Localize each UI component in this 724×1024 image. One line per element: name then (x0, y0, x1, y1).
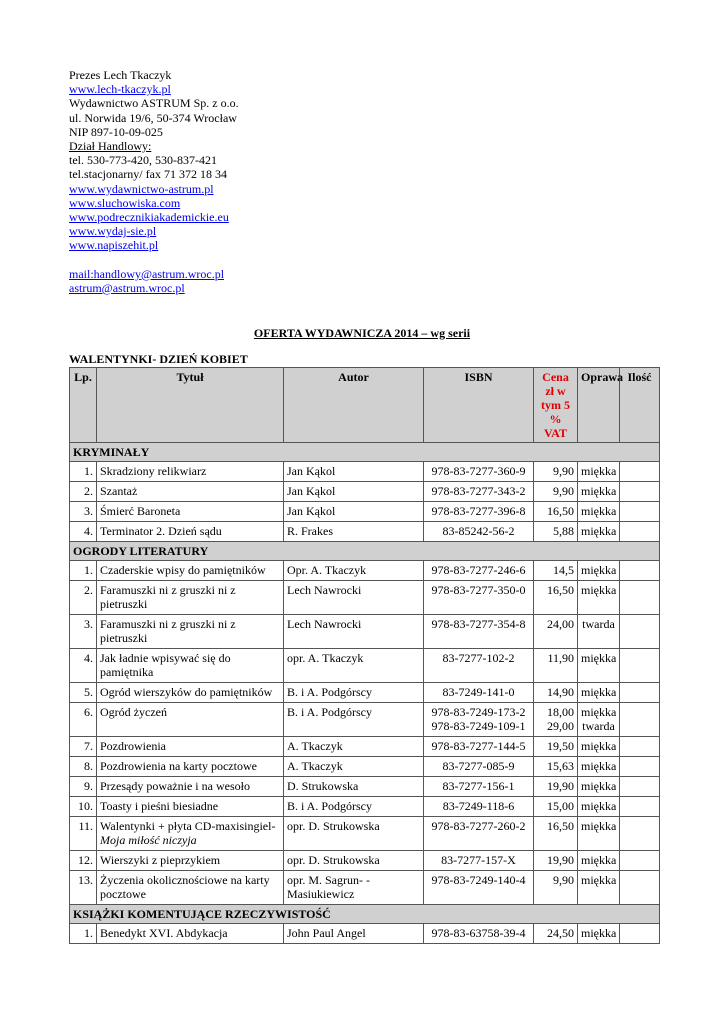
book-price: 15,63 (534, 757, 578, 777)
contact-link[interactable]: www.lech-tkaczyk.pl (69, 82, 171, 97)
book-binding: miękka (578, 851, 620, 871)
contact-text: tel. 530-773-420, 530-837-421 (69, 153, 217, 168)
table-row (70, 683, 660, 703)
book-price: 15,00 (534, 797, 578, 817)
col-header-author: Autor (284, 368, 424, 443)
book-author: B. i A. Podgórscy (284, 797, 424, 817)
contact-link[interactable]: www.podrecznikiakademickie.eu (69, 210, 229, 225)
book-isbn: 83-7277-156-1 (424, 777, 534, 797)
row-number: 6. (70, 703, 97, 737)
quantity-cell (620, 581, 660, 615)
quantity-cell (620, 615, 660, 649)
book-binding: miękka (578, 797, 620, 817)
book-price: 9,90 (534, 482, 578, 502)
book-title: Pozdrowienia (97, 737, 284, 757)
header-line (69, 182, 239, 196)
book-author: Jan Kąkol (284, 462, 424, 482)
row-number: 5. (70, 683, 97, 703)
category-label: OGRODY LITERATURY (70, 542, 660, 561)
book-binding: miękka (578, 502, 620, 522)
book-binding: miękka (578, 581, 620, 615)
book-isbn: 83-7277-085-9 (424, 757, 534, 777)
header-line (69, 196, 239, 210)
book-title: Czaderskie wpisy do pamiętników (97, 561, 284, 581)
contact-link[interactable]: www.sluchowiska.com (69, 195, 181, 210)
book-binding: miękka twarda (578, 703, 620, 737)
quantity-cell (620, 561, 660, 581)
row-number: 12. (70, 851, 97, 871)
book-title: Terminator 2. Dzień sądu (97, 522, 284, 542)
table-row (70, 851, 660, 871)
book-price: 18,00 29,00 (534, 703, 578, 737)
header-line (69, 224, 239, 238)
book-title: Śmierć Baroneta (97, 502, 284, 522)
book-price: 16,50 (534, 817, 578, 851)
contact-text: Prezes Lech Tkaczyk (69, 68, 172, 82)
book-isbn: 978-83-7249-173-2 978-83-7249-109-1 (424, 703, 534, 737)
book-author: A. Tkaczyk (284, 737, 424, 757)
table-row (70, 797, 660, 817)
book-isbn: 978-83-7277-246-6 (424, 561, 534, 581)
book-price: 9,90 (534, 871, 578, 905)
table-row (70, 924, 660, 944)
book-binding: miękka (578, 924, 620, 944)
header-line (69, 82, 239, 96)
category-row (70, 443, 660, 462)
department-label: Dział Handlowy: (69, 139, 152, 154)
book-binding: miękka (578, 757, 620, 777)
book-isbn: 978-83-7277-360-9 (424, 462, 534, 482)
row-number: 2. (70, 581, 97, 615)
table-row (70, 581, 660, 615)
header-line (69, 153, 239, 167)
book-price: 14,5 (534, 561, 578, 581)
book-title: Pozdrowienia na karty pocztowe (97, 757, 284, 777)
table-header-row (70, 368, 660, 443)
header-line (69, 125, 239, 139)
book-author: opr. D. Strukowska (284, 851, 424, 871)
book-title: Szantaż (97, 482, 284, 502)
category-label: KSIĄŻKI KOMENTUJĄCE RZECZYWISTOŚĆ (70, 905, 660, 924)
contact-link[interactable]: www.napiszehit.pl (69, 238, 159, 253)
book-binding: miękka (578, 462, 620, 482)
book-title: Faramuszki ni z gruszki ni z pietruszki (97, 615, 284, 649)
quantity-cell (620, 757, 660, 777)
book-author: R. Frakes (284, 522, 424, 542)
header-line (69, 167, 239, 181)
table-row (70, 502, 660, 522)
book-binding: miękka (578, 871, 620, 905)
row-number: 3. (70, 615, 97, 649)
contact-link[interactable]: www.wydawnictwo-astrum.pl (69, 181, 214, 196)
contact-text: Wydawnictwo ASTRUM Sp. z o.o. (69, 96, 239, 111)
book-isbn: 83-7249-141-0 (424, 683, 534, 703)
section-title: WALENTYNKI- DZIEŃ KOBIET (69, 352, 248, 366)
book-author: Opr. A. Tkaczyk (284, 561, 424, 581)
book-binding: miękka (578, 522, 620, 542)
row-number: 1. (70, 924, 97, 944)
row-number: 1. (70, 462, 97, 482)
book-isbn: 83-7277-102-2 (424, 649, 534, 683)
book-price: 19,50 (534, 737, 578, 757)
book-isbn: 83-85242-56-2 (424, 522, 534, 542)
col-header-lp: Lp. (70, 368, 97, 443)
quantity-cell (620, 817, 660, 851)
quantity-cell (620, 924, 660, 944)
book-subtitle: Moja miłość niczyja (100, 833, 197, 847)
col-header-qty: Ilość (620, 368, 660, 443)
book-isbn: 978-83-7277-343-2 (424, 482, 534, 502)
book-price: 24,50 (534, 924, 578, 944)
row-number: 4. (70, 649, 97, 683)
book-binding: miękka (578, 482, 620, 502)
row-number: 1. (70, 561, 97, 581)
contact-text: ul. Norwida 19/6, 50-374 Wrocław (69, 110, 237, 125)
book-title: Ogród wierszyków do pamiętników (97, 683, 284, 703)
contact-header (69, 68, 239, 295)
quantity-cell (620, 502, 660, 522)
book-isbn: 978-83-7277-144-5 (424, 737, 534, 757)
table-row (70, 649, 660, 683)
table-row (70, 777, 660, 797)
contact-link[interactable]: astrum@astrum.wroc.pl (69, 280, 185, 295)
book-title: Skradziony relikwiarz (97, 462, 284, 482)
quantity-cell (620, 737, 660, 757)
book-binding: miękka (578, 649, 620, 683)
quantity-cell (620, 703, 660, 737)
row-number: 11. (70, 817, 97, 851)
quantity-cell (620, 522, 660, 542)
offer-table (69, 367, 660, 944)
header-line (69, 267, 239, 281)
book-author: Jan Kąkol (284, 482, 424, 502)
book-isbn: 83-7249-118-6 (424, 797, 534, 817)
contact-text: tel.stacjonarny/ fax 71 372 18 34 (69, 167, 227, 182)
header-line (69, 96, 239, 110)
header-line (69, 111, 239, 125)
table-row (70, 522, 660, 542)
book-binding: twarda (578, 615, 620, 649)
book-title: Walentynki + płyta CD-maxisingiel- Moja miłość niczyja (97, 817, 284, 851)
quantity-cell (620, 683, 660, 703)
row-number: 3. (70, 502, 97, 522)
book-price: 16,50 (534, 581, 578, 615)
table-row (70, 462, 660, 482)
row-number: 9. (70, 777, 97, 797)
row-number: 10. (70, 797, 97, 817)
header-line (69, 139, 239, 153)
book-title: Ogród życzeń (97, 703, 284, 737)
col-header-isbn: ISBN (424, 368, 534, 443)
book-isbn: 978-83-7277-260-2 (424, 817, 534, 851)
book-author: opr. M. Sagrun- -Masiukiewicz (284, 871, 424, 905)
book-price: 9,90 (534, 462, 578, 482)
col-header-price: Cena zł w tym 5 % VAT (534, 368, 578, 443)
offer-title: OFERTA WYDAWNICZA 2014 – wg serii (253, 326, 471, 340)
header-line (69, 238, 239, 252)
book-binding: miękka (578, 561, 620, 581)
quantity-cell (620, 462, 660, 482)
category-label: KRYMINAŁY (70, 443, 660, 462)
book-isbn: 978-83-63758-39-4 (424, 924, 534, 944)
book-title: Życzenia okolicznościowe na karty pocztowe (97, 871, 284, 905)
row-number: 8. (70, 757, 97, 777)
table-row (70, 757, 660, 777)
quantity-cell (620, 649, 660, 683)
book-author: B. i A. Podgórscy (284, 703, 424, 737)
book-price: 11,90 (534, 649, 578, 683)
book-author: A. Tkaczyk (284, 757, 424, 777)
book-isbn: 83-7277-157-X (424, 851, 534, 871)
book-author: Jan Kąkol (284, 502, 424, 522)
table-row (70, 703, 660, 737)
book-binding: miękka (578, 683, 620, 703)
quantity-cell (620, 777, 660, 797)
book-author: B. i A. Podgórscy (284, 683, 424, 703)
book-binding: miękka (578, 737, 620, 757)
book-isbn: 978-83-7277-354-8 (424, 615, 534, 649)
book-title: Faramuszki ni z gruszki ni z pietruszki (97, 581, 284, 615)
book-price: 24,00 (534, 615, 578, 649)
book-title: Benedykt XVI. Abdykacja (97, 924, 284, 944)
book-author: opr. D. Strukowska (284, 817, 424, 851)
book-author: John Paul Angel (284, 924, 424, 944)
category-row (70, 542, 660, 561)
book-price: 5,88 (534, 522, 578, 542)
col-header-binding: Oprawa (578, 368, 620, 443)
book-binding: miękka (578, 817, 620, 851)
header-line (69, 68, 239, 82)
row-number: 4. (70, 522, 97, 542)
table-row (70, 737, 660, 757)
book-isbn: 978-83-7277-396-8 (424, 502, 534, 522)
book-binding: miękka (578, 777, 620, 797)
book-author: Lech Nawrocki (284, 615, 424, 649)
quantity-cell (620, 851, 660, 871)
header-line (69, 281, 239, 295)
book-price: 14,90 (534, 683, 578, 703)
book-isbn: 978-83-7249-140-4 (424, 871, 534, 905)
table-row (70, 482, 660, 502)
category-row (70, 905, 660, 924)
quantity-cell (620, 871, 660, 905)
book-author: Lech Nawrocki (284, 581, 424, 615)
contact-link[interactable]: mail:handlowy@astrum.wroc.pl (69, 266, 225, 281)
book-price: 16,50 (534, 502, 578, 522)
table-row (70, 817, 660, 851)
quantity-cell (620, 797, 660, 817)
row-number: 13. (70, 871, 97, 905)
book-author: opr. A. Tkaczyk (284, 649, 424, 683)
book-title: Wierszyki z pieprzykiem (97, 851, 284, 871)
quantity-cell (620, 482, 660, 502)
table-row (70, 615, 660, 649)
book-title: Przesądy poważnie i na wesoło (97, 777, 284, 797)
table-body (70, 443, 660, 944)
table-row (70, 871, 660, 905)
book-isbn: 978-83-7277-350-0 (424, 581, 534, 615)
book-price: 19,90 (534, 777, 578, 797)
book-author: D. Strukowska (284, 777, 424, 797)
book-title: Toasty i pieśni biesiadne (97, 797, 284, 817)
table-row (70, 561, 660, 581)
book-title: Jak ładnie wpisywać się do pamiętnika (97, 649, 284, 683)
spacer (69, 253, 239, 267)
col-header-title: Tytuł (97, 368, 284, 443)
contact-text: NIP 897-10-09-025 (69, 124, 163, 139)
row-number: 2. (70, 482, 97, 502)
contact-link[interactable]: www.wydaj-sie.pl (69, 224, 157, 239)
header-line (69, 210, 239, 224)
book-price: 19,90 (534, 851, 578, 871)
row-number: 7. (70, 737, 97, 757)
